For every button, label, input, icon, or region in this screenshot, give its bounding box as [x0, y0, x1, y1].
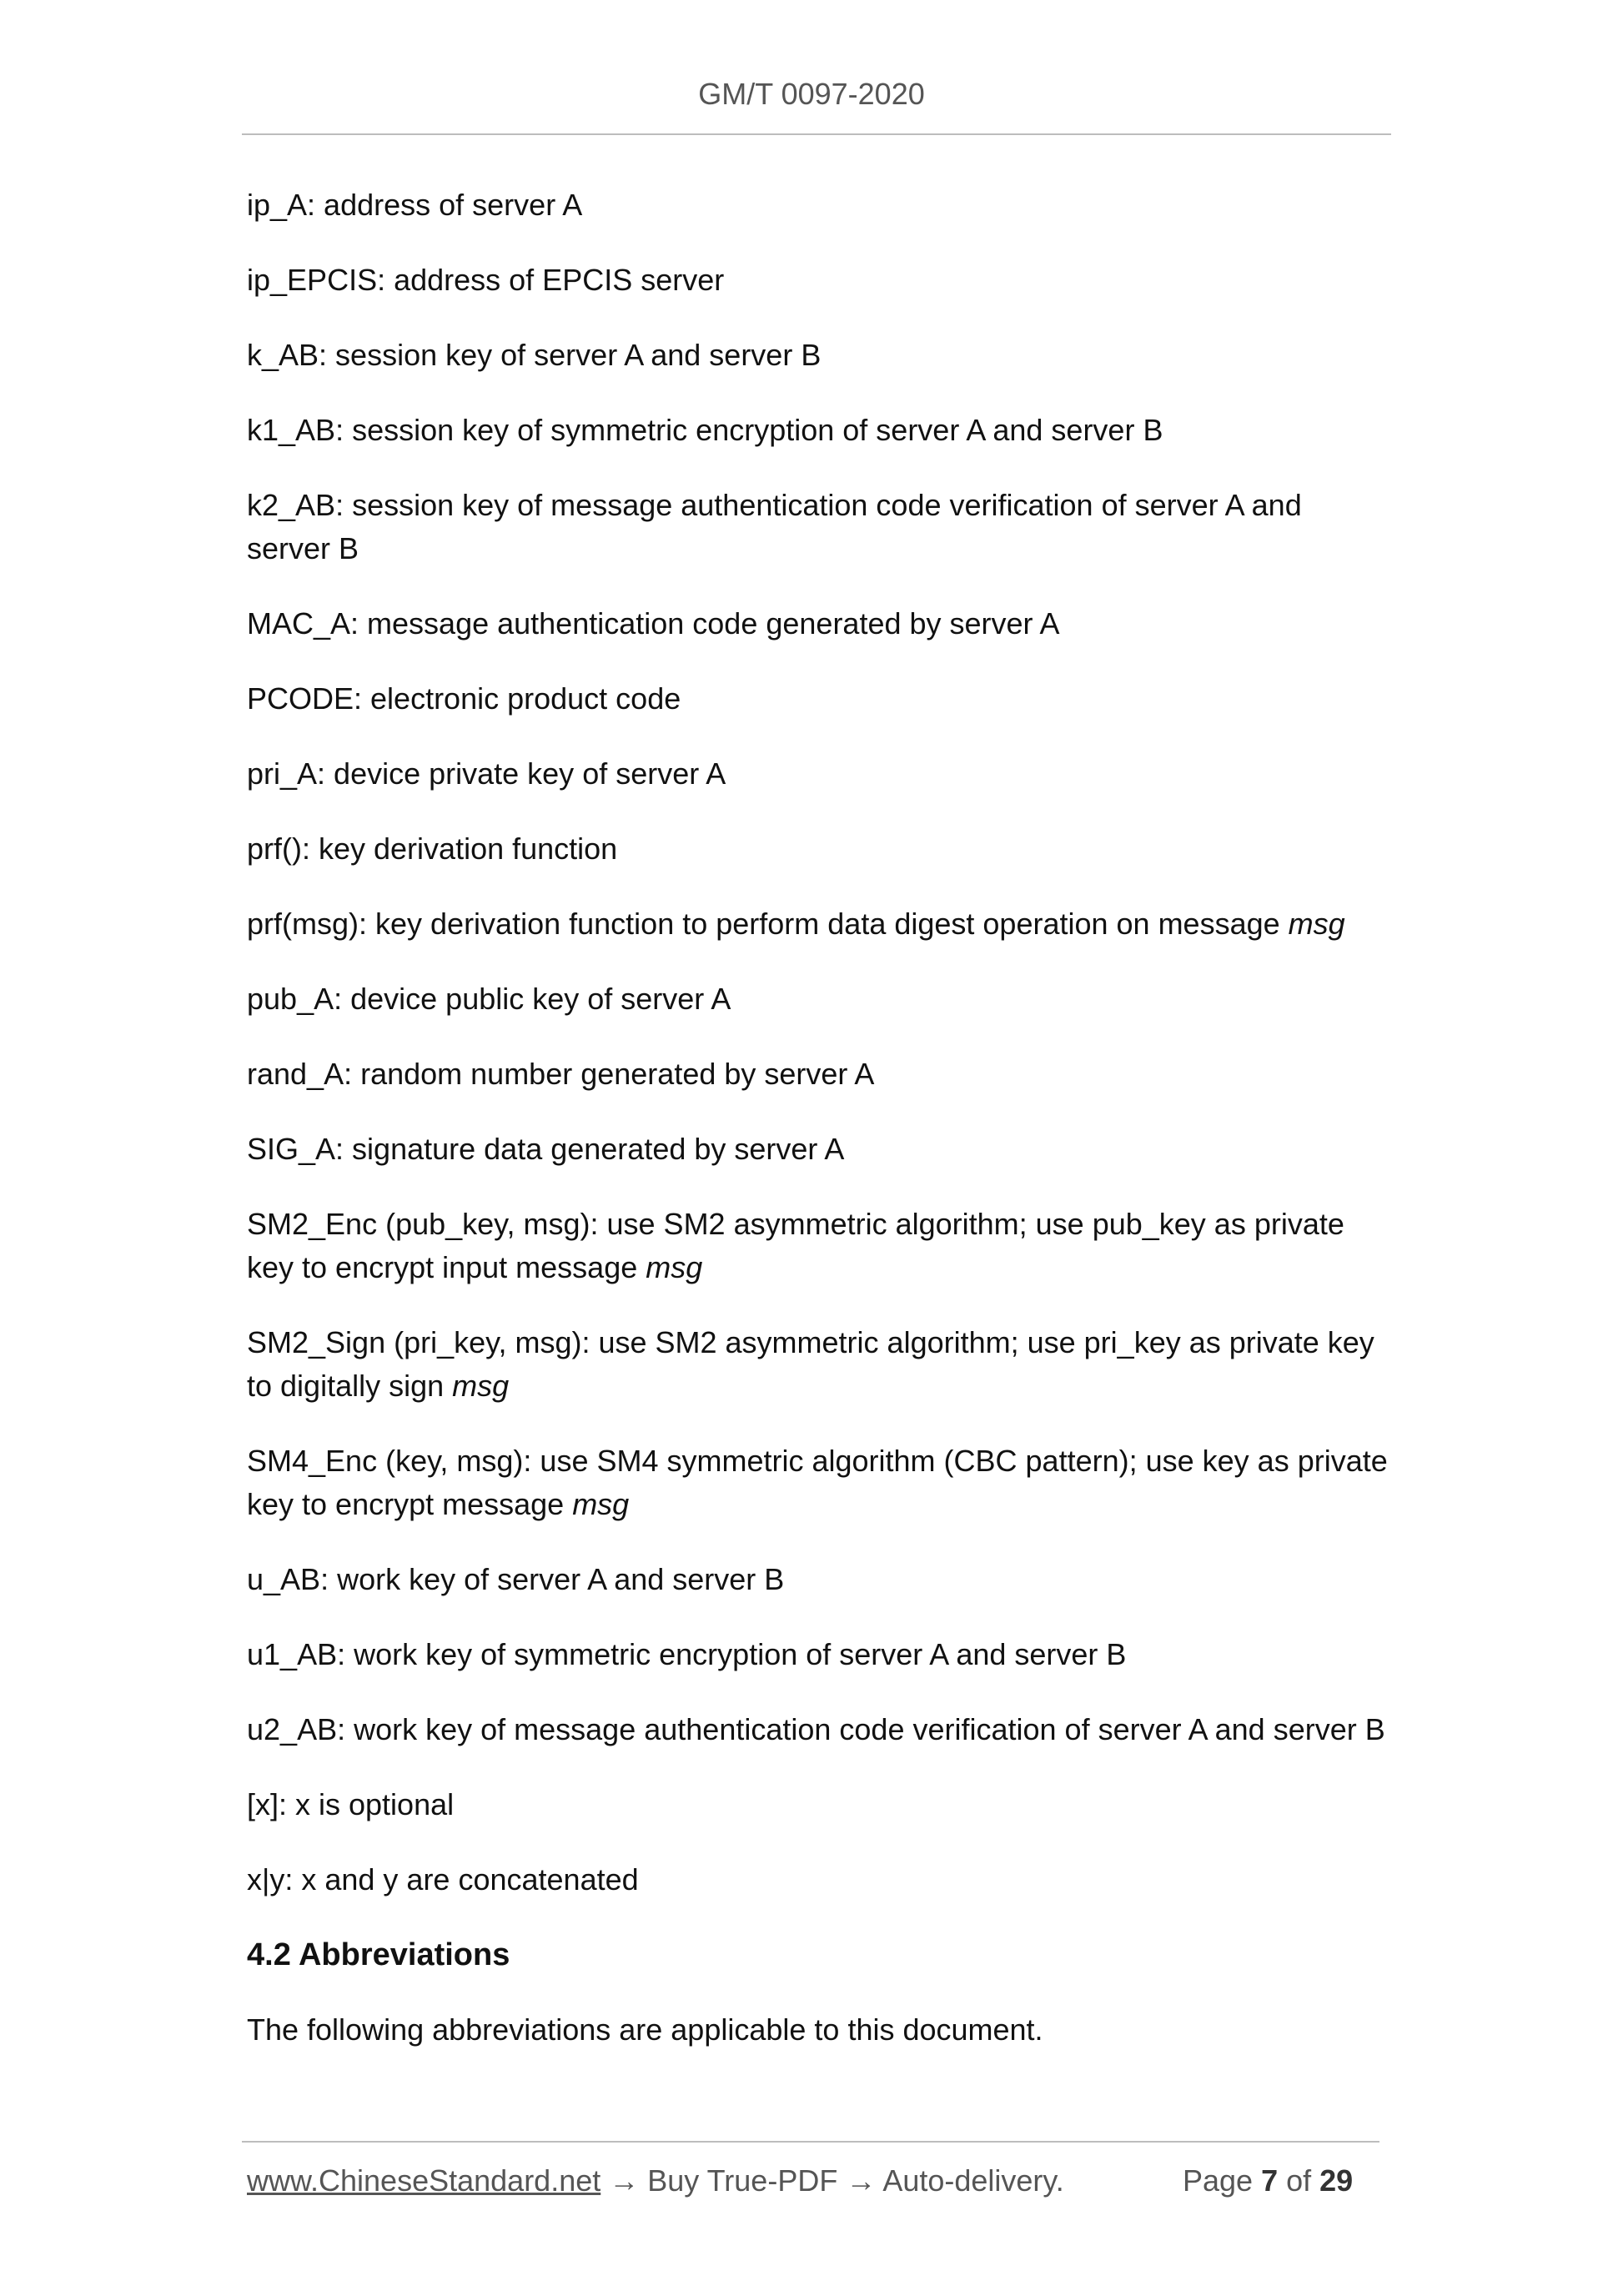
header-divider	[242, 133, 1391, 135]
symbol-entry-prf: prf(): key derivation function	[247, 831, 618, 866]
footer-promo	[247, 2163, 1064, 2198]
page-indicator	[1183, 2163, 1353, 2198]
footer-tagline: → Buy True-PDF → Auto-delivery.	[600, 2163, 1064, 2198]
document-body	[247, 183, 1391, 2083]
symbol-entry-rand-a: rand_A: random number generated by server A	[247, 1057, 875, 1091]
symbol-entry-u-ab: u_AB: work key of server A and server B	[247, 1562, 785, 1596]
page-current-number: 7	[1261, 2163, 1279, 2198]
symbol-entry-prf-msg: prf(msg): key derivation function to perform data digest operation on message msg	[247, 907, 1345, 941]
symbol-entry-sm2-sign: SM2_Sign (pri_key, msg): use SM2 asymmetric algorithm; use pri_key as private key to digitally sign msg	[247, 1325, 1374, 1403]
section-heading-abbreviations: 4.2 Abbreviations	[247, 1937, 510, 1972]
section-intro-text: The following abbreviations are applicable to this document.	[247, 2012, 1043, 2047]
symbol-entry-sig-a: SIG_A: signature data generated by server A	[247, 1132, 845, 1166]
document-code-header: GM/T 0097-2020	[698, 77, 925, 111]
symbol-entry-optional: [x]: x is optional	[247, 1787, 455, 1821]
symbol-entry-pri-a: pri_A: device private key of server A	[247, 756, 726, 791]
page-total-number: 29	[1319, 2163, 1354, 2198]
symbol-entry-concatenation: x|y: x and y are concatenated	[247, 1862, 639, 1897]
symbol-entry-pcode: PCODE: electronic product code	[247, 681, 681, 716]
symbol-entry-sm2-enc: SM2_Enc (pub_key, msg): use SM2 asymmetric algorithm; use pub_key as private key to encrypt input message msg	[247, 1207, 1344, 1284]
website-link[interactable]: www.ChineseStandard.net	[247, 2163, 601, 2198]
symbol-entry-u1-ab: u1_AB: work key of symmetric encryption of server A and server B	[247, 1637, 1127, 1671]
footer-divider	[242, 2141, 1379, 2143]
symbol-entry-k1-ab: k1_AB: session key of symmetric encryption of server A and server B	[247, 413, 1163, 447]
symbol-entry-ip-epcis: ip_EPCIS: address of EPCIS server	[247, 263, 725, 297]
page-label: Page	[1183, 2163, 1262, 2198]
symbol-entry-pub-a: pub_A: device public key of server A	[247, 982, 731, 1016]
symbol-entry-ip-a: ip_A: address of server A	[247, 188, 583, 222]
page-of-label: of	[1278, 2163, 1320, 2198]
symbol-entry-k-ab: k_AB: session key of server A and server B	[247, 338, 822, 372]
symbol-entry-k2-ab: k2_AB: session key of message authentication code verification of server A and server B	[247, 488, 1302, 565]
symbol-entry-u2-ab: u2_AB: work key of message authentication code verification of server A and server B	[247, 1712, 1385, 1746]
symbol-entry-sm4-enc: SM4_Enc (key, msg): use SM4 symmetric algorithm (CBC pattern); use key as private key to encrypt message msg	[247, 1444, 1388, 1521]
symbol-entry-mac-a: MAC_A: message authentication code generated by server A	[247, 606, 1060, 641]
